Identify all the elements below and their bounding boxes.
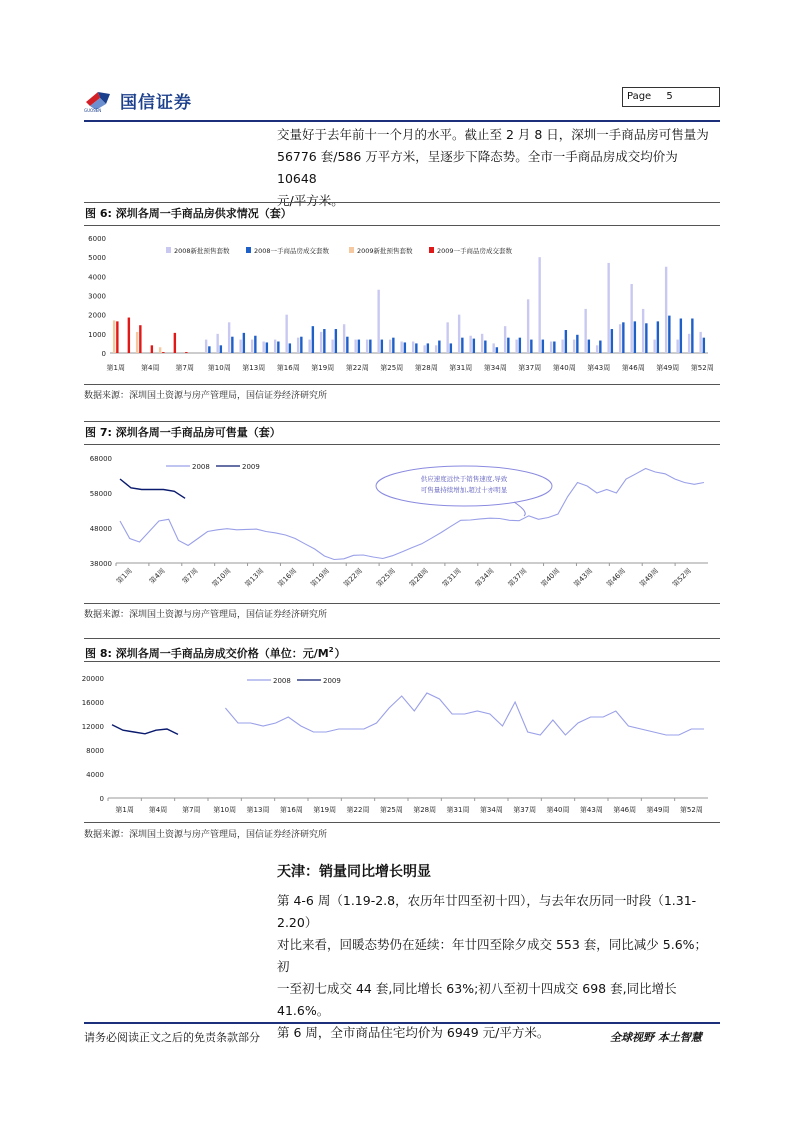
x-tick-label: 第13周 xyxy=(242,364,266,372)
intro-line: 56776 套/586 万平方米，呈逐步下降态势。全市一手商品房成交均价为 10648 xyxy=(277,149,678,186)
x-tick-label: 第46周 xyxy=(613,806,637,814)
bar xyxy=(228,322,230,353)
intro-paragraph xyxy=(277,124,719,212)
bar xyxy=(596,345,598,353)
bar xyxy=(446,322,448,353)
bar xyxy=(461,338,463,353)
footer-disclaimer: 请务必阅读正文之后的免责条款部分 xyxy=(84,1031,260,1044)
y-tick-label: 68000 xyxy=(89,455,112,463)
bar xyxy=(507,338,509,353)
bar xyxy=(277,342,279,354)
bar xyxy=(481,334,483,353)
bar xyxy=(427,343,429,353)
x-tick-label: 第16周 xyxy=(276,364,300,372)
bar xyxy=(519,338,521,353)
bar xyxy=(576,335,578,353)
bar xyxy=(415,343,417,353)
bar xyxy=(205,340,207,353)
fig6-source: 数据来源：深圳国土资源与房产管理局，国信证券经济研究所 xyxy=(84,391,328,401)
page-label: Page xyxy=(627,91,652,102)
legend-label: 2009 xyxy=(242,463,260,471)
y-tick-label: 0 xyxy=(101,350,106,358)
bar xyxy=(611,329,613,353)
bar xyxy=(128,318,130,353)
bar xyxy=(297,338,299,353)
annotation-text: 可售量持续增加,超过十亦明显 xyxy=(420,486,508,494)
series-line xyxy=(120,479,185,498)
bar xyxy=(622,322,624,353)
x-tick-label: 第10周 xyxy=(207,364,231,372)
x-tick-label: 第43周 xyxy=(587,364,611,372)
bar xyxy=(320,332,322,353)
bar xyxy=(496,347,498,353)
x-tick-label: 第1周 xyxy=(115,806,134,814)
bar xyxy=(343,324,345,353)
bar xyxy=(151,345,153,353)
y-tick-label: 20000 xyxy=(81,675,104,683)
bar xyxy=(113,320,115,353)
x-tick-label: 第7周 xyxy=(175,364,194,372)
bar xyxy=(450,343,452,353)
x-tick-label: 第43周 xyxy=(579,806,603,814)
x-tick-label: 第1周 xyxy=(106,364,125,372)
x-tick-label: 第52周 xyxy=(690,364,714,372)
fig8-source: 数据来源：深圳国土资源与房产管理局，国信证券经济研究所 xyxy=(84,830,328,840)
section-line: 第 6 周，全市商品住宅均价为 6949 元/平方米。 xyxy=(277,1025,550,1040)
x-tick-label: 第28周 xyxy=(414,364,438,372)
bar xyxy=(312,326,314,353)
bar xyxy=(300,337,302,353)
bar xyxy=(619,324,621,353)
bar xyxy=(266,342,268,353)
bar xyxy=(688,334,690,353)
x-tick-label: 第40周 xyxy=(552,364,576,372)
bar xyxy=(565,330,567,353)
footer-slogan: 全球视野 本土智慧 xyxy=(610,1031,702,1044)
y-tick-label: 4000 xyxy=(86,771,104,779)
bar xyxy=(561,340,563,353)
x-tick-label: 第4周 xyxy=(148,566,167,586)
bar xyxy=(607,263,609,353)
legend-swatch xyxy=(349,247,354,253)
bar xyxy=(162,352,164,353)
x-tick-label: 第19周 xyxy=(309,566,332,589)
x-tick-label: 第22周 xyxy=(345,364,369,372)
bar xyxy=(584,309,586,353)
y-tick-label: 8000 xyxy=(86,747,104,755)
bar xyxy=(116,321,118,353)
x-tick-label: 第49周 xyxy=(646,806,670,814)
x-tick-label: 第22周 xyxy=(342,566,365,589)
bar xyxy=(377,290,379,353)
fig8-divider xyxy=(84,822,720,823)
annotation-pointer xyxy=(514,502,525,516)
section-paragraph xyxy=(277,890,719,1044)
bar xyxy=(703,338,705,353)
bar xyxy=(473,339,475,353)
bar xyxy=(573,340,575,353)
bar xyxy=(262,342,264,354)
y-tick-label: 6000 xyxy=(88,235,106,243)
bar xyxy=(484,341,486,353)
x-tick-label: 第19周 xyxy=(311,364,335,372)
section-line: 第 4-6 周（1.19-2.8，农历年廿四至初十四），与去年农历同一时段（1.31-2.20） xyxy=(277,893,697,930)
bar xyxy=(289,343,291,353)
x-tick-label: 第1周 xyxy=(115,566,134,586)
y-tick-label: 58000 xyxy=(89,490,112,498)
bar xyxy=(185,352,187,353)
bar xyxy=(665,267,667,353)
x-tick-label: 第49周 xyxy=(638,566,661,589)
x-tick-label: 第34周 xyxy=(473,566,496,589)
x-tick-label: 第19周 xyxy=(313,806,337,814)
x-tick-label: 第46周 xyxy=(605,566,628,589)
y-tick-label: 48000 xyxy=(89,525,112,533)
x-tick-label: 第10周 xyxy=(213,806,237,814)
bar xyxy=(599,341,601,353)
bar xyxy=(366,340,368,353)
intro-line: 交量好于去年前十一个月的水平。截止至 2 月 8 日，深圳一手商品房可售量为 xyxy=(277,127,709,142)
x-tick-label: 第25周 xyxy=(380,364,404,372)
legend-label: 2008新批预售套数 xyxy=(174,247,230,255)
section-title: 天津：销量同比增长明显 xyxy=(277,864,431,880)
x-tick-label: 第16周 xyxy=(276,566,299,589)
company-name: 国信证券 xyxy=(120,93,192,113)
bar xyxy=(220,345,222,353)
fig6-bar-chart xyxy=(84,228,720,378)
bar xyxy=(308,340,310,353)
bar xyxy=(208,346,210,353)
fig6-title xyxy=(84,202,720,226)
bar xyxy=(504,326,506,353)
y-tick-label: 12000 xyxy=(81,723,104,731)
fig7-divider xyxy=(84,603,720,604)
series-line xyxy=(112,725,178,735)
bar xyxy=(680,319,682,354)
fig7-source: 数据来源：深圳国土资源与房产管理局，国信证券经济研究所 xyxy=(84,610,328,620)
bar xyxy=(159,347,161,353)
x-tick-label: 第34周 xyxy=(483,364,507,372)
legend-swatch xyxy=(166,247,171,253)
bar xyxy=(530,340,532,353)
bar xyxy=(400,342,402,354)
bar xyxy=(392,338,394,353)
bar xyxy=(231,337,233,353)
bar xyxy=(676,340,678,353)
bar xyxy=(435,345,437,353)
bar xyxy=(691,319,693,354)
bar xyxy=(354,340,356,353)
bar xyxy=(438,341,440,353)
legend-label: 2008一手商品房成交套数 xyxy=(254,247,330,255)
bar xyxy=(331,340,333,353)
series-line xyxy=(225,693,704,735)
bar xyxy=(285,315,287,353)
x-tick-label: 第37周 xyxy=(518,364,542,372)
x-tick-label: 第16周 xyxy=(279,806,303,814)
fig6-title-text: 图 6: 深圳各周一手商品房供求情况（套） xyxy=(85,207,292,220)
x-tick-label: 第28周 xyxy=(413,806,437,814)
y-tick-label: 38000 xyxy=(89,560,112,568)
y-tick-label: 3000 xyxy=(88,292,106,301)
fig7-title-text: 图 7: 深圳各周一手商品房可售量（套） xyxy=(85,426,281,439)
bar xyxy=(381,340,383,353)
legend-label: 2008 xyxy=(192,463,210,471)
y-tick-label: 5000 xyxy=(88,254,106,263)
bar xyxy=(657,321,659,353)
bar xyxy=(346,337,348,353)
bar xyxy=(239,340,241,353)
bar xyxy=(139,325,141,353)
page-indicator xyxy=(622,87,720,107)
fig8-title-text: 图 8: 深圳各周一手商品房成交价格（单位：元/M xyxy=(85,646,329,660)
x-tick-label: 第31周 xyxy=(449,364,473,372)
bar xyxy=(136,332,138,353)
x-tick-label: 第25周 xyxy=(379,806,403,814)
x-tick-label: 第22周 xyxy=(346,806,370,814)
bar xyxy=(458,315,460,353)
x-tick-label: 第52周 xyxy=(671,566,693,589)
x-tick-label: 第43周 xyxy=(572,566,595,589)
bar xyxy=(653,340,655,353)
fig8-title-close: ） xyxy=(334,646,346,660)
y-tick-label: 16000 xyxy=(81,699,104,707)
bar xyxy=(492,343,494,353)
x-tick-label: 第28周 xyxy=(407,566,430,589)
company-name-en: GUOSEN xyxy=(84,108,102,113)
fig6-divider xyxy=(84,384,720,385)
bar xyxy=(469,336,471,353)
y-tick-label: 1000 xyxy=(88,330,106,339)
section-line: 对比来看，回暖态势仍在延续：年廿四至除夕成交 553 套，同比减少 5.6%；初 xyxy=(277,937,708,974)
legend-label: 2009 xyxy=(323,677,341,685)
bar xyxy=(423,345,425,353)
company-logo xyxy=(84,86,214,116)
x-tick-label: 第34周 xyxy=(479,806,503,814)
bar xyxy=(251,340,253,353)
bar xyxy=(553,342,555,354)
bar xyxy=(645,323,647,353)
annotation-text: 供应速度远快于销售速度,导致 xyxy=(420,475,508,483)
bar xyxy=(323,329,325,353)
x-tick-label: 第37周 xyxy=(506,566,529,589)
x-tick-label: 第46周 xyxy=(621,364,645,372)
x-tick-label: 第13周 xyxy=(243,566,266,589)
x-tick-label: 第37周 xyxy=(513,806,537,814)
bar xyxy=(335,329,337,353)
y-tick-label: 4000 xyxy=(88,273,106,282)
y-tick-label: 2000 xyxy=(88,311,106,320)
fig8-title xyxy=(84,638,720,662)
bar xyxy=(412,342,414,354)
page-number: 5 xyxy=(666,91,673,102)
x-tick-label: 第40周 xyxy=(546,806,570,814)
bar xyxy=(630,284,632,353)
bar xyxy=(634,321,636,353)
x-tick-label: 第49周 xyxy=(656,364,680,372)
fig8-line-chart xyxy=(81,668,720,820)
bar xyxy=(174,333,176,353)
x-tick-label: 第10周 xyxy=(210,566,233,589)
bar xyxy=(369,340,371,353)
bar xyxy=(216,334,218,353)
footer-rule xyxy=(84,1022,720,1024)
legend-label: 2008 xyxy=(273,677,291,685)
bar xyxy=(538,257,540,353)
x-tick-label: 第40周 xyxy=(539,566,562,589)
x-tick-label: 第31周 xyxy=(446,806,470,814)
bar xyxy=(699,332,701,353)
bar xyxy=(550,342,552,354)
x-tick-label: 第31周 xyxy=(440,566,463,589)
y-tick-label: 0 xyxy=(99,795,104,803)
bar xyxy=(668,316,670,353)
legend-swatch xyxy=(429,247,434,253)
header-rule xyxy=(84,120,720,122)
fig7-title xyxy=(84,421,720,445)
legend-label: 2009新批预售套数 xyxy=(357,247,413,255)
bar xyxy=(243,333,245,353)
bar xyxy=(642,309,644,353)
intro-line: 元/平方米。 xyxy=(277,193,344,208)
bar xyxy=(515,340,517,353)
fig8-title-sup: 2 xyxy=(328,646,334,654)
bar xyxy=(358,340,360,353)
x-tick-label: 第7周 xyxy=(180,566,200,586)
bar xyxy=(254,336,256,353)
legend-swatch xyxy=(246,247,251,253)
x-tick-label: 第7周 xyxy=(182,806,201,814)
legend-label: 2009一手商品房成交套数 xyxy=(437,247,513,255)
fig7-line-chart xyxy=(84,448,720,600)
x-tick-label: 第52周 xyxy=(679,806,703,814)
bar xyxy=(588,340,590,353)
x-tick-label: 第13周 xyxy=(246,806,270,814)
bar xyxy=(274,340,276,353)
bar xyxy=(542,340,544,353)
bar xyxy=(527,299,529,353)
bar xyxy=(404,342,406,353)
x-tick-label: 第25周 xyxy=(375,566,397,589)
bar xyxy=(389,340,391,353)
section-line: 一至初七成交 44 套,同比增长 63%;初八至初十四成交 698 套,同比增长 41.6%。 xyxy=(277,981,677,1018)
x-tick-label: 第4周 xyxy=(148,806,168,814)
x-tick-label: 第4周 xyxy=(141,364,160,372)
